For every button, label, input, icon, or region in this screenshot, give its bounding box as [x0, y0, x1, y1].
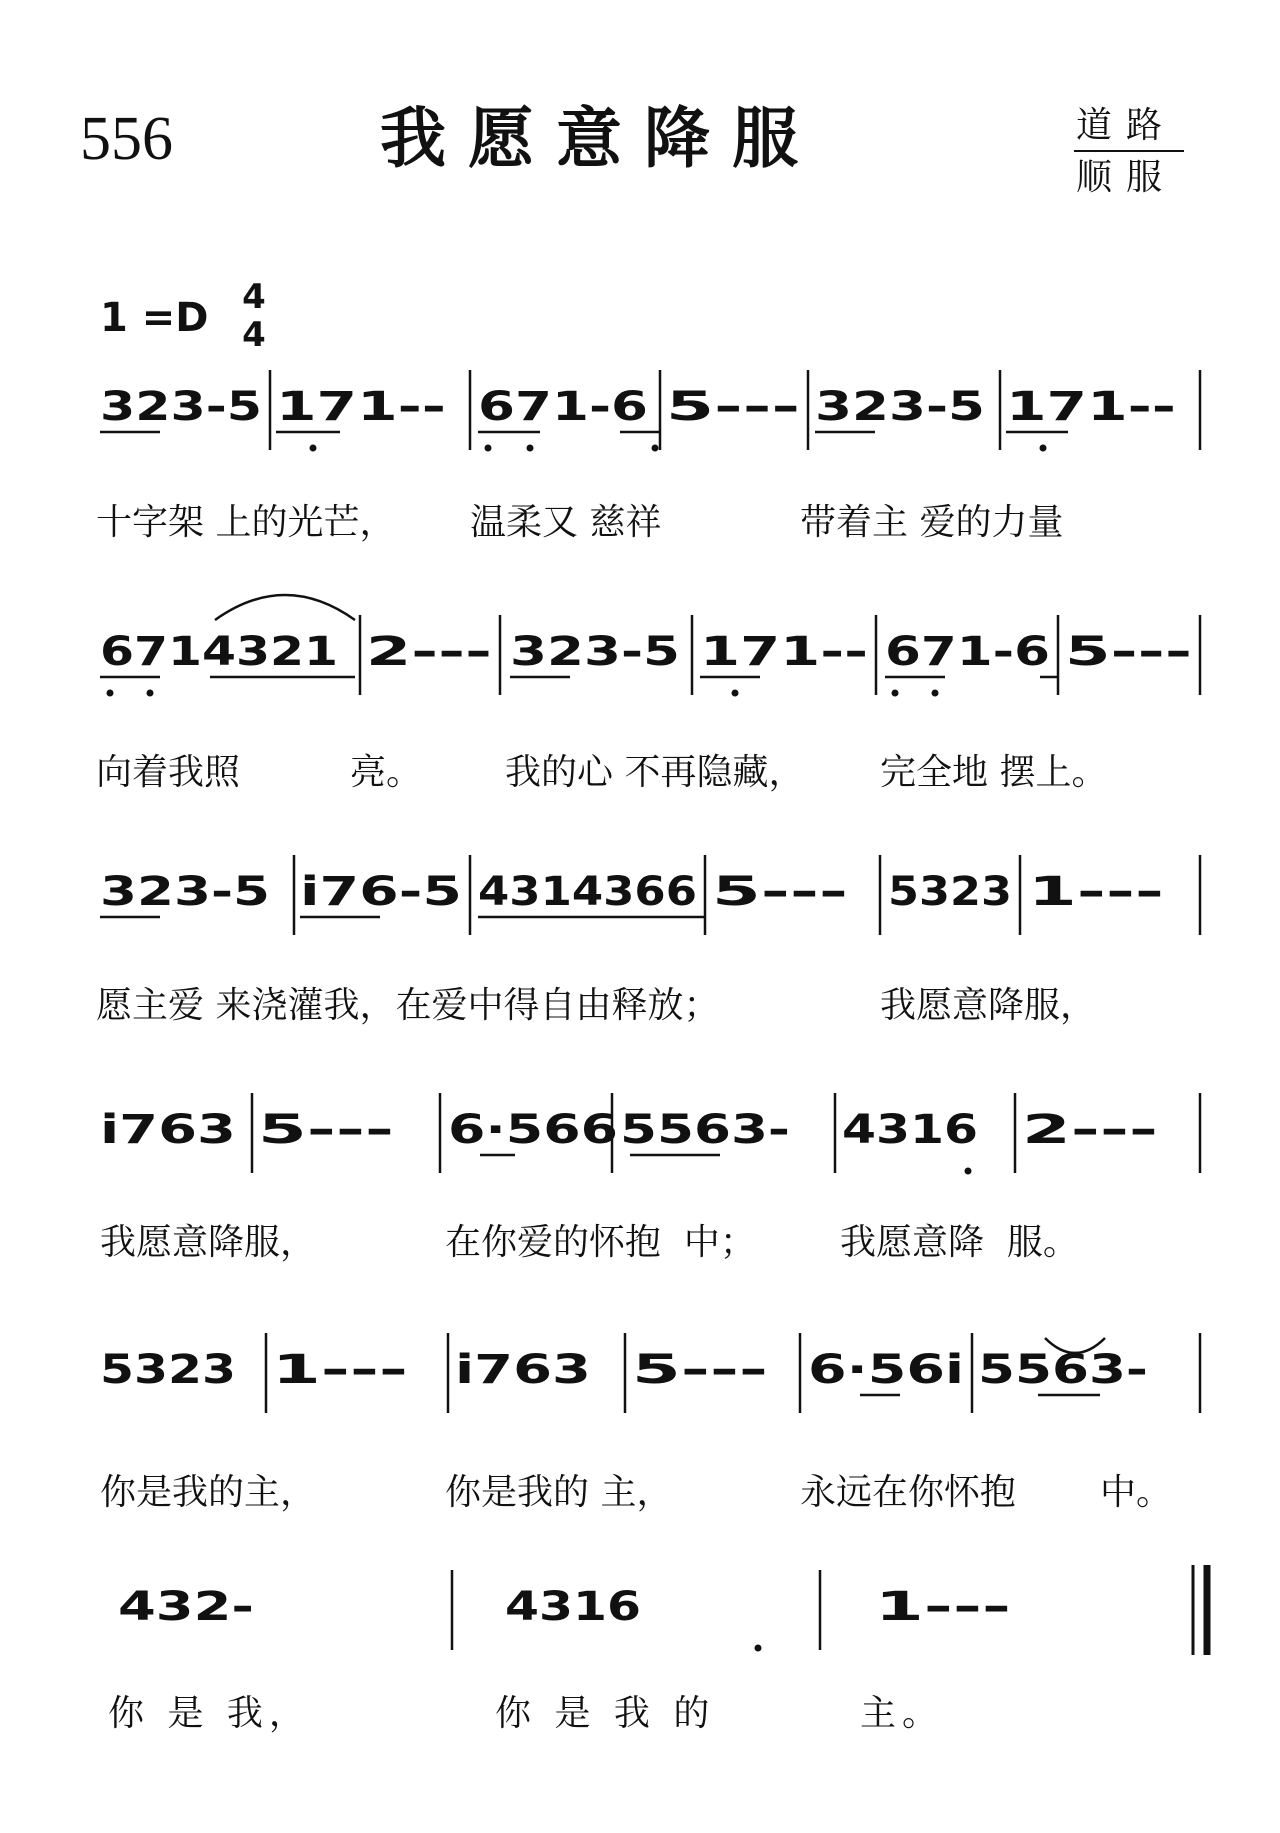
- low-octave-dot: [965, 1168, 972, 1175]
- low-octave-dot: [732, 690, 739, 697]
- lyric-segment: 你是我的主，: [100, 1472, 317, 1513]
- measure-notes: i76-5: [300, 869, 462, 915]
- lyric-segment: 愿主爱 来浇灌我，在爱中得自由释放；: [96, 985, 720, 1026]
- measure-notes: 323-5: [510, 629, 680, 675]
- measure-notes: 6·56i: [808, 1347, 964, 1393]
- measure-notes: 5---: [666, 384, 800, 430]
- category-label-bottom: 顺服: [1076, 157, 1177, 198]
- hymn-number: 556: [80, 105, 173, 173]
- category-label-top: 道路: [1076, 105, 1177, 146]
- low-octave-dot: [527, 445, 534, 452]
- measure-notes: 1---: [272, 1347, 408, 1393]
- lyric-segment: 我愿意降服，: [100, 1222, 317, 1263]
- low-octave-dot: [147, 690, 154, 697]
- time-denominator: 4: [242, 315, 266, 355]
- measure-notes: 6714321: [100, 629, 338, 675]
- slur-arc: [215, 595, 355, 620]
- lyric-segment: 你 是 我 的: [495, 1693, 716, 1734]
- time-numerator: 4: [242, 277, 266, 317]
- measure-notes: i763: [100, 1107, 236, 1153]
- lyric-segment: 我的心 不再隐藏，: [505, 752, 805, 793]
- measure-notes: 323-5: [100, 384, 262, 430]
- measure-notes: 432-: [118, 1584, 254, 1630]
- measure-notes: 5323: [888, 869, 1012, 915]
- measure-notes: 2---: [1022, 1107, 1158, 1153]
- low-octave-dot: [485, 445, 492, 452]
- measure-notes: 2---: [366, 629, 492, 675]
- measure-notes: 671-6: [478, 384, 648, 430]
- low-octave-dot: [1040, 445, 1047, 452]
- lyric-segment: 带着主 爱的力量: [800, 502, 1064, 543]
- low-octave-dot: [755, 1645, 762, 1652]
- measure-notes: i763: [455, 1347, 591, 1393]
- lyric-segment: 中。: [1100, 1472, 1173, 1513]
- lyric-segment: 你是我的 主，: [445, 1472, 673, 1513]
- measure-notes: 323-5: [100, 869, 270, 915]
- measure-notes: 4316: [505, 1584, 641, 1630]
- measure-notes: 5---: [1065, 629, 1192, 675]
- measure-notes: 6·566: [448, 1107, 618, 1153]
- lyric-segment: 十字架 上的光芒，: [96, 502, 396, 543]
- measure-notes: 5563-: [620, 1107, 790, 1153]
- measure-notes: 1---: [875, 1584, 1011, 1630]
- measure-notes: 1---: [1028, 869, 1164, 915]
- measure-notes: 5563-: [978, 1347, 1148, 1393]
- lyric-segment: 永远在你怀抱: [800, 1472, 1017, 1513]
- lyric-segment: 主。: [860, 1693, 945, 1734]
- lyric-segment: 我愿意降 服。: [840, 1222, 1079, 1263]
- measure-notes: 171--: [276, 384, 446, 430]
- lyric-segment: 你 是 我，: [108, 1693, 311, 1734]
- lyric-segment: 我愿意降服，: [880, 985, 1097, 1026]
- measure-notes: 5---: [712, 869, 848, 915]
- measure-notes: 4314366: [478, 869, 697, 915]
- measure-notes: 5---: [258, 1107, 394, 1153]
- lyric-segment: 在你爱的怀抱 中；: [445, 1222, 756, 1263]
- lyric-segment: 温柔又 慈祥: [470, 502, 662, 543]
- low-octave-dot: [107, 690, 114, 697]
- song-title: 我愿意降服: [380, 100, 820, 177]
- low-octave-dot: [652, 445, 659, 452]
- measure-notes: 171--: [700, 629, 868, 675]
- lyric-segment: 亮。: [350, 752, 423, 793]
- lyric-segment: 向着我照: [96, 752, 241, 793]
- measure-notes: 4316: [842, 1107, 978, 1153]
- lyric-segment: 完全地 摆上。: [880, 752, 1108, 793]
- measure-notes: 171--: [1006, 384, 1176, 430]
- measure-notes: 5323: [100, 1347, 236, 1393]
- low-octave-dot: [310, 445, 317, 452]
- measure-notes: 5---: [632, 1347, 768, 1393]
- key-signature: 1 =D: [100, 295, 209, 341]
- low-octave-dot: [932, 690, 939, 697]
- measure-notes: 323-5: [815, 384, 985, 430]
- low-octave-dot: [892, 690, 899, 697]
- measure-notes: 671-6: [885, 629, 1050, 675]
